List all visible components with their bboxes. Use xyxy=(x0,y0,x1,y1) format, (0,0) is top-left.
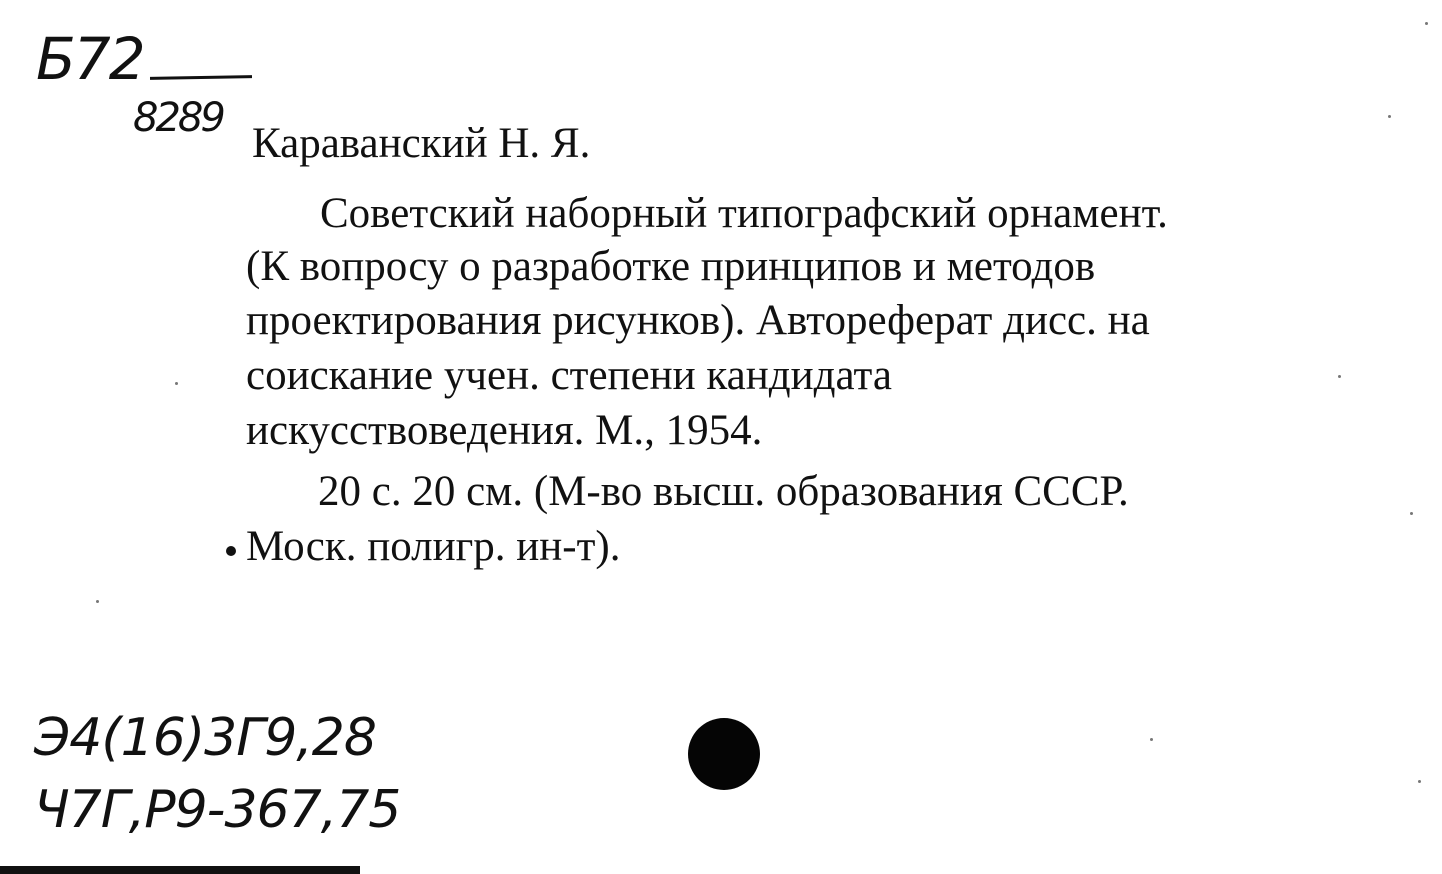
author-heading: Караванский Н. Я. xyxy=(252,120,591,167)
punch-hole-mark xyxy=(688,718,760,790)
physical-description-line: 20 с. 20 см. (М-во высш. образования СССР. xyxy=(318,468,1129,515)
scan-speck xyxy=(175,382,178,385)
scan-speck xyxy=(1388,115,1391,118)
physical-description-line: Моск. полигр. ин-т). xyxy=(246,523,621,570)
imprint-line: искусствоведения. М., 1954. xyxy=(246,407,763,454)
accession-number: 8289 xyxy=(133,95,223,141)
title-line: Советский наборный типографский орнамент. xyxy=(320,190,1168,237)
scan-speck xyxy=(1150,738,1153,741)
shelf-mark: Б72 xyxy=(36,25,144,93)
shelf-mark-underline xyxy=(150,75,252,80)
classification-code: Э4(16)3Г9,28 xyxy=(34,708,376,768)
title-line: (К вопросу о разработке принципов и методов xyxy=(246,243,1096,290)
title-line: соискание учен. степени кандидата xyxy=(246,352,892,399)
title-line: проектирования рисунков). Автореферат дисс. на xyxy=(246,297,1150,344)
scan-speck xyxy=(1418,780,1421,783)
scan-speck xyxy=(1338,375,1341,378)
classification-code: Ч7Г,Р9-367,75 xyxy=(34,780,401,840)
scan-speck xyxy=(1410,512,1413,515)
card-bottom-edge xyxy=(0,866,360,874)
ink-dot xyxy=(226,546,236,556)
scan-speck xyxy=(96,600,99,603)
scan-speck xyxy=(1425,22,1428,25)
